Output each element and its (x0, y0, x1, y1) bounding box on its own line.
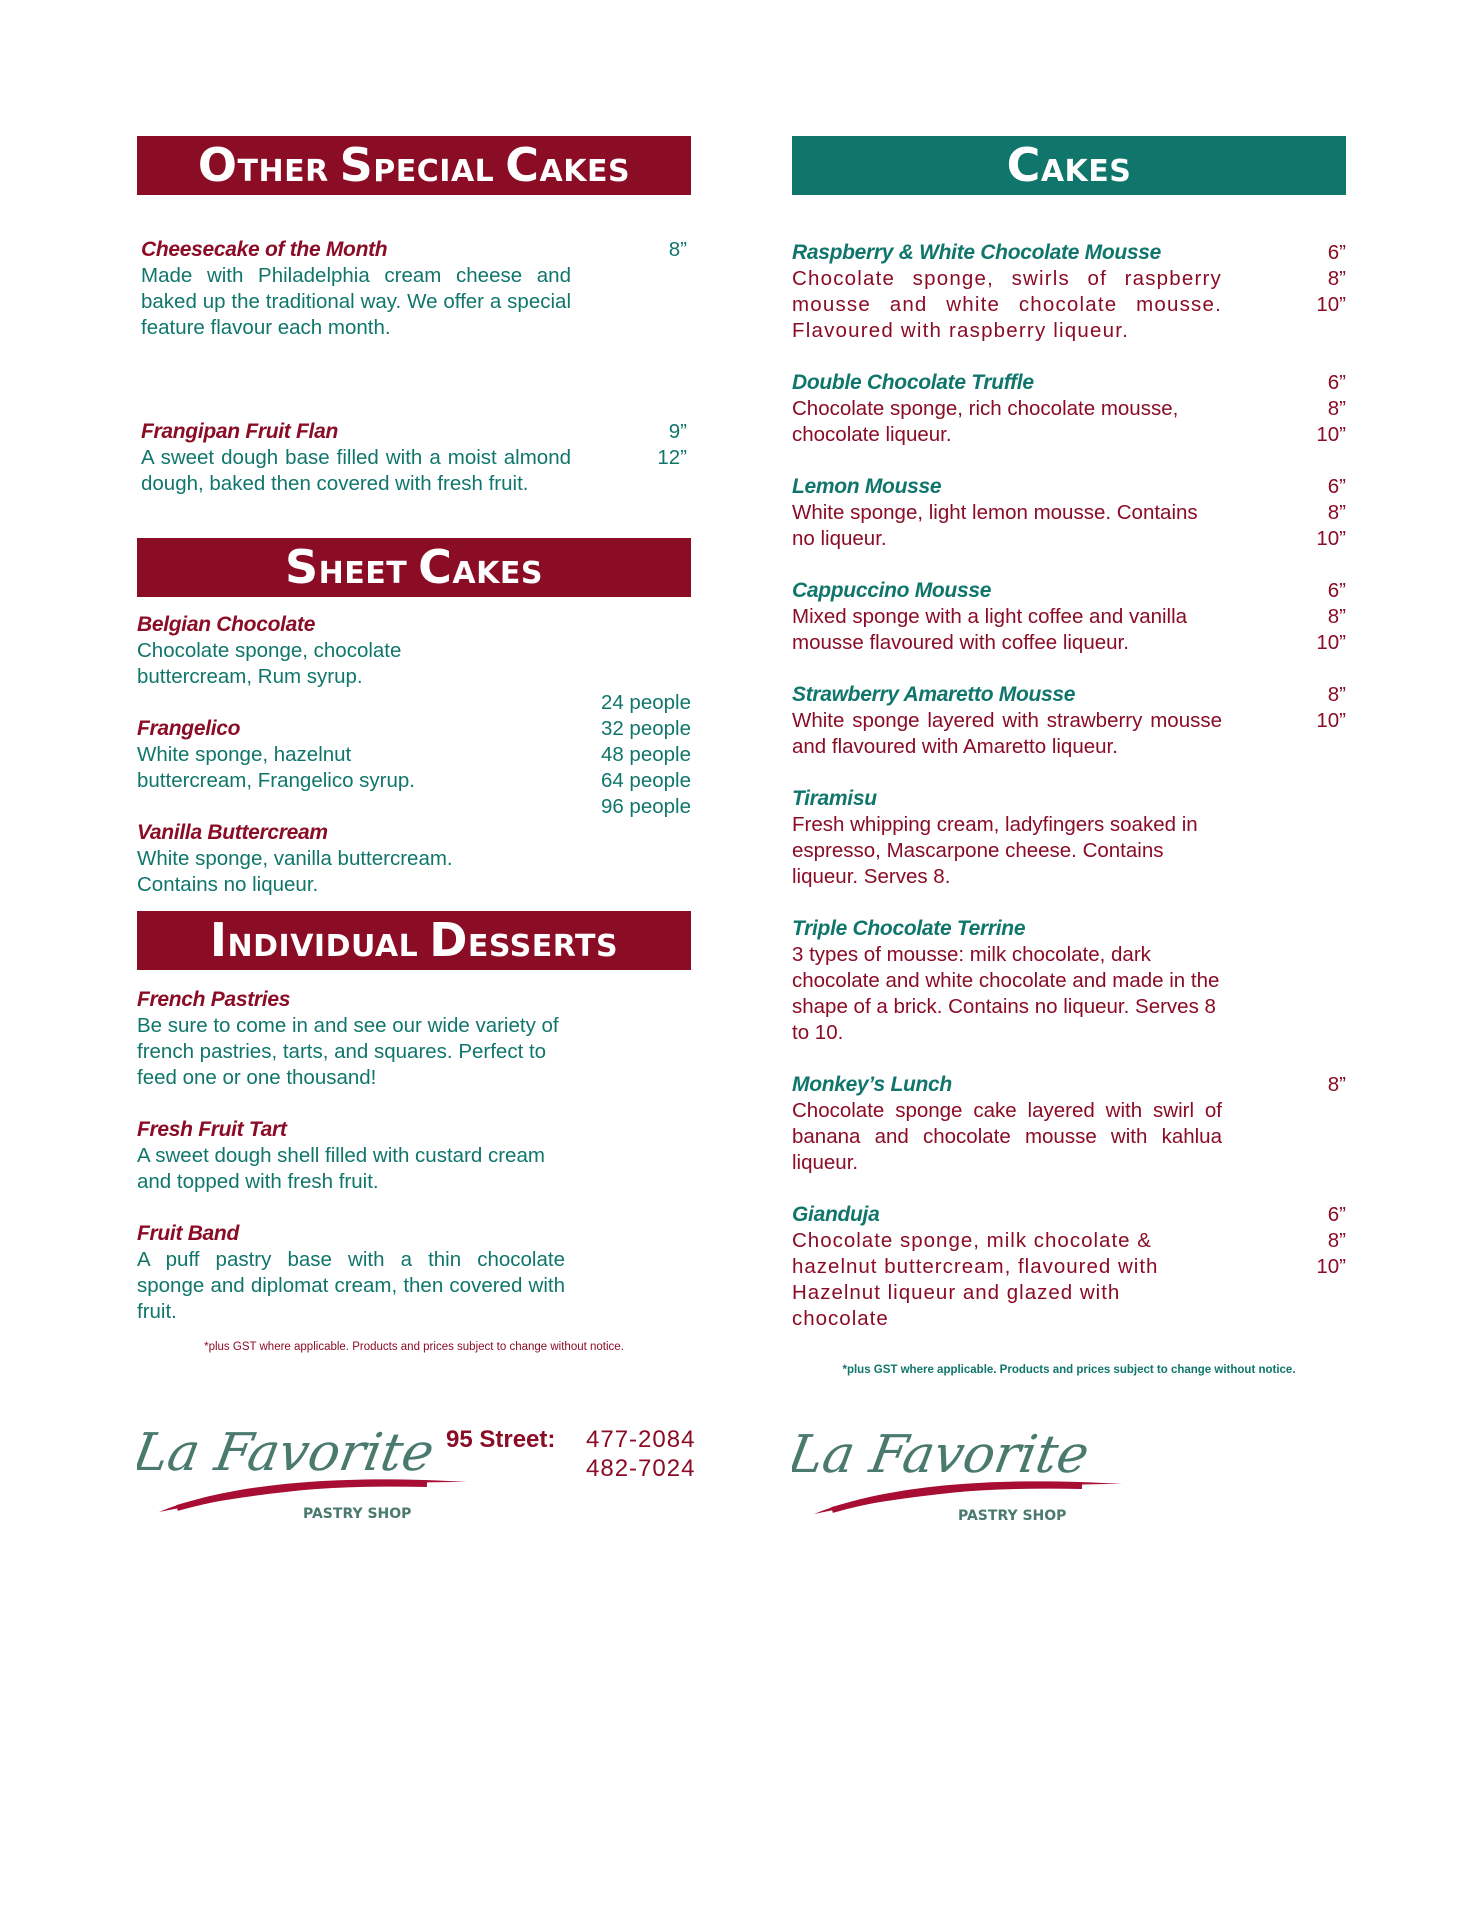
phone-numbers (586, 1425, 695, 1483)
item-name: Lemon Mousse (792, 475, 942, 498)
item-name: Frangipan Fruit Flan (141, 420, 338, 443)
item-sizes: 9” 12” (657, 420, 687, 469)
item-name: Gianduja (792, 1203, 880, 1226)
item-name: Fresh Fruit Tart (137, 1118, 287, 1141)
other-special-cakes-banner: OTHER SPECIAL CAKES (137, 136, 691, 195)
menu-item-triple-chocolate-terrine (792, 916, 1346, 1046)
item-name: Fruit Band (137, 1222, 239, 1245)
menu-item-cappuccino-mousse (792, 578, 1346, 656)
logo-subtitle: PASTRY SHOP (303, 1506, 412, 1522)
item-sizes: 8” (668, 238, 687, 261)
menu-item-strawberry-amaretto (792, 682, 1346, 760)
item-description: 3 types of mousse: milk chocolate, dark chocolate and white chocolate and made in the shape of a brick. Contains no liqueur. Serves 8 to 10. (792, 943, 1220, 1044)
sheet-cake-servings: 24 people 32 people 48 people 64 people 96 people (600, 691, 691, 818)
item-description: Chocolate sponge, milk chocolate & hazelnut buttercream, flavoured with Hazelnut liqueur and glazed with chocolate (792, 1229, 1159, 1330)
item-description: White sponge, vanilla buttercream. Contains no liqueur. (137, 847, 453, 896)
price-disclaimer: *plus GST where applicable. Products and prices subject to change without notice. (204, 1341, 624, 1353)
menu-item-monkeys-lunch (792, 1072, 1346, 1176)
right-column (792, 136, 1346, 1378)
item-description: Chocolate sponge, swirls of raspberry mousse and white chocolate mousse. Flavoured with raspberry liqueur. (792, 267, 1222, 342)
item-name: Strawberry Amaretto Mousse (792, 683, 1076, 706)
item-description: White sponge layered with strawberry mousse and flavoured with Amaretto liqueur. (792, 709, 1222, 758)
menu-item-vanilla-buttercream (137, 820, 691, 898)
menu-item-lemon-mousse (792, 474, 1346, 552)
la-favorite-logo (137, 1412, 467, 1522)
item-description: Chocolate sponge, chocolate buttercream, Rum syrup. (137, 639, 402, 688)
item-sizes: 6” 8” 10” (1316, 371, 1346, 446)
menu-item-cheesecake (137, 237, 691, 341)
menu-item-double-chocolate-truffle (792, 370, 1346, 448)
item-sizes: 6” 8” 10” (1316, 1203, 1346, 1278)
menu-item-french-pastries (137, 987, 691, 1091)
item-sizes: 8” (1327, 1073, 1346, 1096)
price-disclaimer: *plus GST where applicable. Products and prices subject to change without notice. (842, 1364, 1296, 1376)
item-description: Made with Philadelphia cream cheese and baked up the traditional way. We offer a special feature flavour each month. (141, 264, 571, 339)
item-name: Frangelico (137, 717, 241, 740)
menu-item-fresh-fruit-tart (137, 1117, 691, 1195)
item-name: Vanilla Buttercream (137, 821, 328, 844)
item-description: Fresh whipping cream, ladyfingers soaked in espresso, Mascarpone cheese. Contains liqueur. Serves 8. (792, 813, 1198, 888)
menu-item-frangipan (137, 419, 691, 497)
item-description: White sponge, light lemon mousse. Contains no liqueur. (792, 501, 1198, 550)
item-name: Tiramisu (792, 787, 877, 810)
item-name: Cheesecake of the Month (141, 238, 388, 261)
phone-number: 482-7024 (586, 1455, 696, 1482)
item-name: Cappuccino Mousse (792, 579, 992, 602)
item-name: Triple Chocolate Terrine (792, 917, 1026, 940)
menu-item-gianduja (792, 1202, 1346, 1332)
menu-item-raspberry-white-chocolate (792, 240, 1346, 344)
item-description: Chocolate sponge, rich chocolate mousse, chocolate liqueur. (792, 397, 1179, 446)
item-description: Chocolate sponge cake layered with swirl of banana and chocolate mousse with kahlua liqueur. (792, 1099, 1222, 1174)
sheet-cakes-list (137, 612, 691, 898)
logo-subtitle: PASTRY SHOP (958, 1508, 1067, 1524)
menu-item-tiramisu (792, 786, 1346, 890)
menu-item-fruit-band (137, 1221, 691, 1325)
item-description: White sponge, hazelnut buttercream, Frangelico syrup. (137, 743, 416, 792)
menu-item-belgian-chocolate (137, 612, 691, 690)
item-name: Belgian Chocolate (137, 613, 316, 636)
logo-script-text: La Favorite (137, 1422, 439, 1483)
item-name: Raspberry & White Chocolate Mousse (792, 241, 1162, 264)
sheet-cakes-banner: SHEET CAKES (137, 538, 691, 597)
cakes-banner: CAKES (792, 136, 1346, 195)
item-sizes: 6” 8” 10” (1316, 475, 1346, 550)
item-name: Double Chocolate Truffle (792, 371, 1034, 394)
logo-script-text: La Favorite (792, 1424, 1094, 1485)
left-column (137, 136, 691, 1355)
store-location: 95 Street: (446, 1426, 556, 1453)
item-sizes: 6” 8” 10” (1316, 579, 1346, 654)
item-description: A sweet dough base filled with a moist almond dough, baked then covered with fresh fruit. (141, 446, 571, 495)
item-name: French Pastries (137, 988, 291, 1011)
item-sizes: 6” 8” 10” (1316, 241, 1346, 316)
item-name: Monkey’s Lunch (792, 1073, 952, 1096)
item-sizes: 8” 10” (1316, 683, 1346, 732)
item-description: Be sure to come in and see our wide variety of french pastries, tarts, and squares. Perfect to feed one or one thousand! (137, 1014, 559, 1089)
item-description: A sweet dough shell filled with custard cream and topped with fresh fruit. (137, 1144, 545, 1193)
phone-number: 477-2084 (586, 1426, 696, 1453)
item-description: A puff pastry base with a thin chocolate sponge and diplomat cream, then covered with fruit. (137, 1248, 565, 1323)
individual-desserts-banner: INDIVIDUAL DESSERTS (137, 911, 691, 970)
item-description: Mixed sponge with a light coffee and vanilla mousse flavoured with coffee liqueur. (792, 605, 1188, 654)
la-favorite-logo (792, 1414, 1122, 1524)
